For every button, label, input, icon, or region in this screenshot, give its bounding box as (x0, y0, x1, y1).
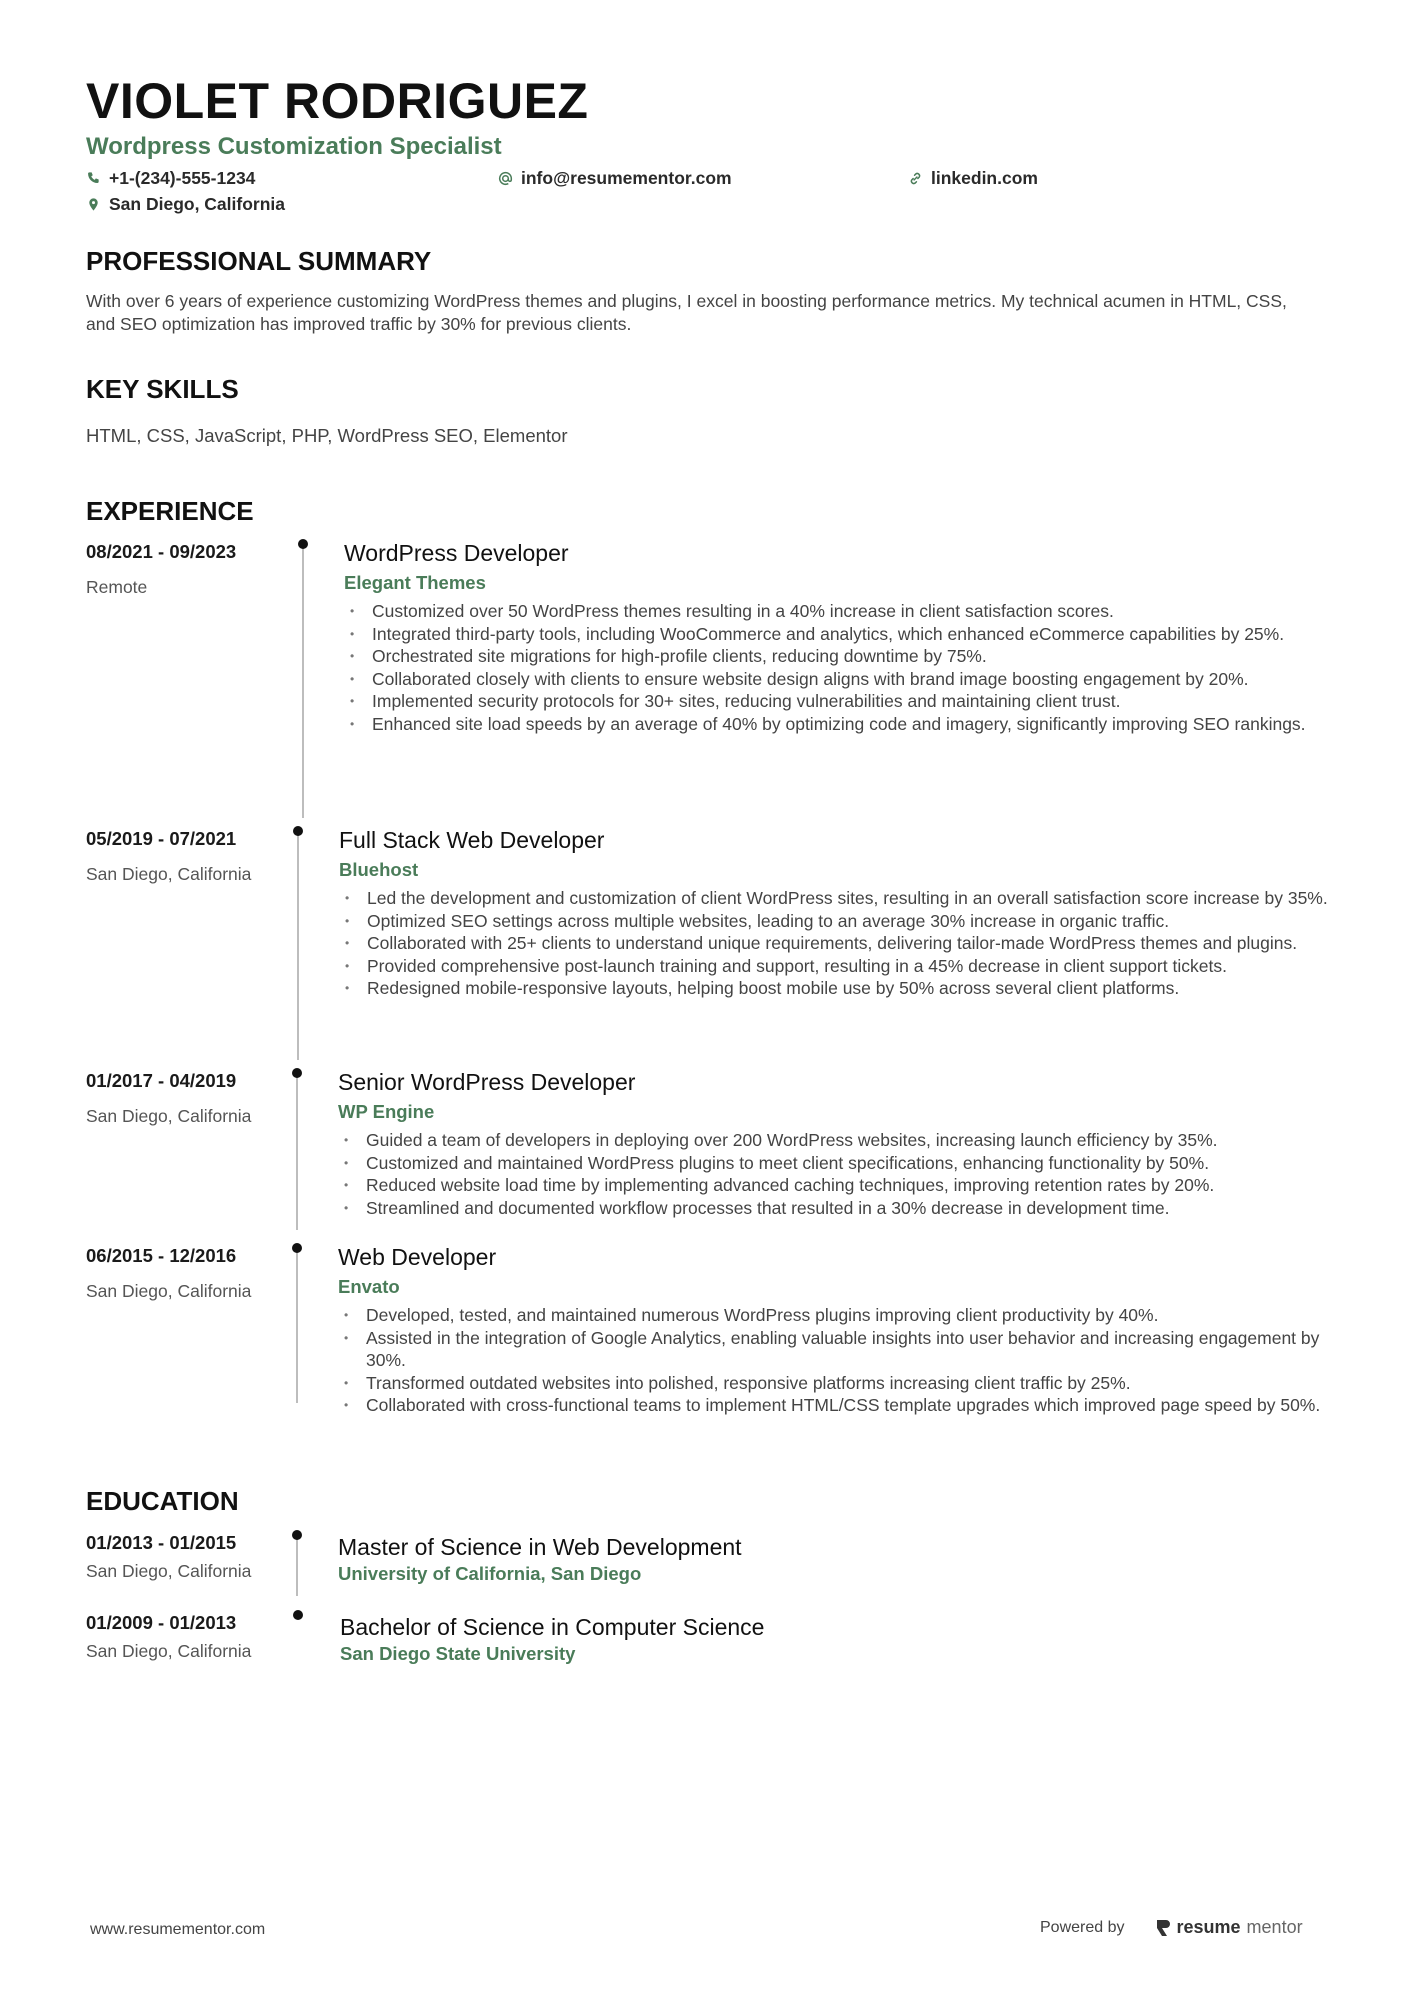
contact-phone[interactable] (86, 168, 255, 189)
job-entry (338, 1067, 1328, 1219)
job-bullet: • Collaborated with 25+ clients to understand unique requirements, delivering tailor-made WordPress themes and plugins. (339, 932, 1329, 955)
summary-heading: PROFESSIONAL SUMMARY (86, 246, 432, 276)
footer-branding (1040, 1917, 1303, 1938)
job-bullet: • Customized over 50 WordPress themes resulting in a 40% increase in client satisfaction scores. (344, 600, 1324, 623)
contact-link[interactable] (908, 168, 1038, 189)
job-bullets (344, 600, 1324, 736)
brand-name-part2: mentor (1246, 1917, 1303, 1937)
job-entry (339, 825, 1329, 1000)
timeline-dot (293, 826, 303, 836)
edu-school: San Diego State University (340, 1643, 576, 1664)
summary-text: With over 6 years of experience customizing WordPress themes and plugins, I excel in boosting performance metrics. My technical acumen in HTML, CSS, and SEO optimization has improved traffic by 30% for previous clients. (86, 291, 1287, 334)
timeline-dot (292, 1243, 302, 1253)
powered-by-label: Powered by (1040, 1918, 1125, 1936)
job-title: Senior WordPress Developer (338, 1069, 636, 1095)
job-bullet: • Collaborated closely with clients to ensure website design aligns with brand image boosting engagement by 20%. (344, 668, 1324, 691)
contact-location (86, 194, 285, 215)
timeline-line (302, 545, 304, 818)
job-bullets (338, 1304, 1328, 1417)
job-bullet: • Assisted in the integration of Google Analytics, enabling valuable insights into user behavior and increasing engagement by 30%. (338, 1327, 1328, 1372)
job-location: San Diego, California (86, 1106, 252, 1126)
job-dates: 06/2015 - 12/2016 (86, 1245, 237, 1266)
job-bullet: • Customized and maintained WordPress plugins to meet client specifications, enhancing functionality by 50%. (338, 1152, 1328, 1175)
job-bullet: • Reduced website load time by implementing advanced caching techniques, improving retention rates by 20%. (338, 1174, 1328, 1197)
timeline-dot (298, 539, 308, 549)
job-entry (338, 1242, 1328, 1417)
contact-email[interactable] (498, 168, 732, 189)
job-bullet: • Developed, tested, and maintained numerous WordPress plugins improving client productivity by 40%. (338, 1304, 1328, 1327)
job-bullet: • Transformed outdated websites into polished, responsive platforms increasing client traffic by 25%. (338, 1372, 1328, 1395)
candidate-name: VIOLET RODRIGUEZ (86, 73, 589, 129)
timeline-line (297, 832, 299, 1060)
timeline-line (296, 1074, 298, 1230)
contact-row (86, 168, 1326, 224)
timeline-line (296, 1249, 298, 1403)
edu-dates: 01/2009 - 01/2013 (86, 1612, 237, 1633)
job-dates: 08/2021 - 09/2023 (86, 541, 237, 562)
job-company: Bluehost (339, 859, 419, 880)
job-entry (344, 538, 1324, 736)
skills-text: HTML, CSS, JavaScript, PHP, WordPress SEO, Elementor (86, 425, 568, 446)
edu-location: San Diego, California (86, 1641, 252, 1661)
candidate-role: Wordpress Customization Specialist (86, 133, 502, 160)
job-bullet: • Provided comprehensive post-launch training and support, resulting in a 45% decrease in client support tickets. (339, 955, 1329, 978)
job-location: San Diego, California (86, 1281, 252, 1301)
at-icon (498, 171, 513, 186)
timeline-line (296, 1536, 298, 1596)
job-bullets (338, 1129, 1328, 1219)
phone-icon (86, 171, 101, 186)
timeline-dot (293, 1610, 303, 1620)
brand-name-part1: resume (1176, 1917, 1241, 1937)
job-bullet: • Streamlined and documented workflow processes that resulted in a 30% decrease in development time. (338, 1197, 1328, 1220)
edu-dates: 01/2013 - 01/2015 (86, 1532, 237, 1553)
job-location: Remote (86, 577, 148, 597)
job-bullet: • Redesigned mobile-responsive layouts, helping boost mobile use by 50% across several client platforms. (339, 977, 1329, 1000)
link-icon (908, 171, 923, 186)
job-bullet: • Orchestrated site migrations for high-profile clients, reducing downtime by 75%. (344, 645, 1324, 668)
timeline-dot (292, 1068, 302, 1078)
brand-logo[interactable] (1155, 1917, 1303, 1938)
job-company: WP Engine (338, 1101, 435, 1122)
experience-heading: EXPERIENCE (86, 496, 254, 526)
job-title: Full Stack Web Developer (339, 827, 605, 853)
edu-degree: Bachelor of Science in Computer Science (340, 1614, 765, 1640)
edu-location: San Diego, California (86, 1561, 252, 1581)
job-location: San Diego, California (86, 864, 252, 884)
job-bullet: • Enhanced site load speeds by an average of 40% by optimizing code and imagery, significantly improving SEO rankings. (344, 713, 1324, 736)
timeline-dot (292, 1530, 302, 1540)
job-title: WordPress Developer (344, 540, 569, 566)
job-bullet: • Integrated third-party tools, including WooCommerce and analytics, which enhanced eCommerce capabilities by 25%. (344, 623, 1324, 646)
job-bullet: • Guided a team of developers in deploying over 200 WordPress websites, increasing launch efficiency by 35%. (338, 1129, 1328, 1152)
edu-degree: Master of Science in Web Development (338, 1534, 742, 1560)
link-text: linkedin.com (931, 168, 1038, 188)
job-dates: 01/2017 - 04/2019 (86, 1070, 237, 1091)
job-dates: 05/2019 - 07/2021 (86, 828, 237, 849)
resumementor-logo-icon (1155, 1919, 1171, 1937)
location-text: San Diego, California (109, 194, 285, 214)
education-entry (338, 1532, 1318, 1586)
job-bullet: • Led the development and customization of client WordPress sites, resulting in an overall satisfaction score increase by 35%. (339, 887, 1329, 910)
education-heading: EDUCATION (86, 1486, 239, 1516)
edu-school: University of California, San Diego (338, 1563, 642, 1584)
job-title: Web Developer (338, 1244, 497, 1270)
phone-text: +1-(234)-555-1234 (109, 168, 256, 188)
job-bullets (339, 887, 1329, 1000)
education-entry (340, 1612, 1320, 1666)
skills-heading: KEY SKILLS (86, 374, 239, 404)
job-bullet: • Implemented security protocols for 30+ sites, reducing vulnerabilities and maintaining client trust. (344, 690, 1324, 713)
job-company: Elegant Themes (344, 572, 486, 593)
resume-page (86, 70, 1326, 224)
job-company: Envato (338, 1276, 400, 1297)
location-pin-icon (86, 197, 101, 212)
email-text: info@resumementor.com (521, 168, 732, 188)
job-bullet: • Optimized SEO settings across multiple websites, leading to an average 30% increase in organic traffic. (339, 910, 1329, 933)
job-bullet: • Collaborated with cross-functional teams to implement HTML/CSS template upgrades which improved page speed by 50%. (338, 1394, 1328, 1417)
footer-website[interactable]: www.resumementor.com (90, 1921, 266, 1938)
